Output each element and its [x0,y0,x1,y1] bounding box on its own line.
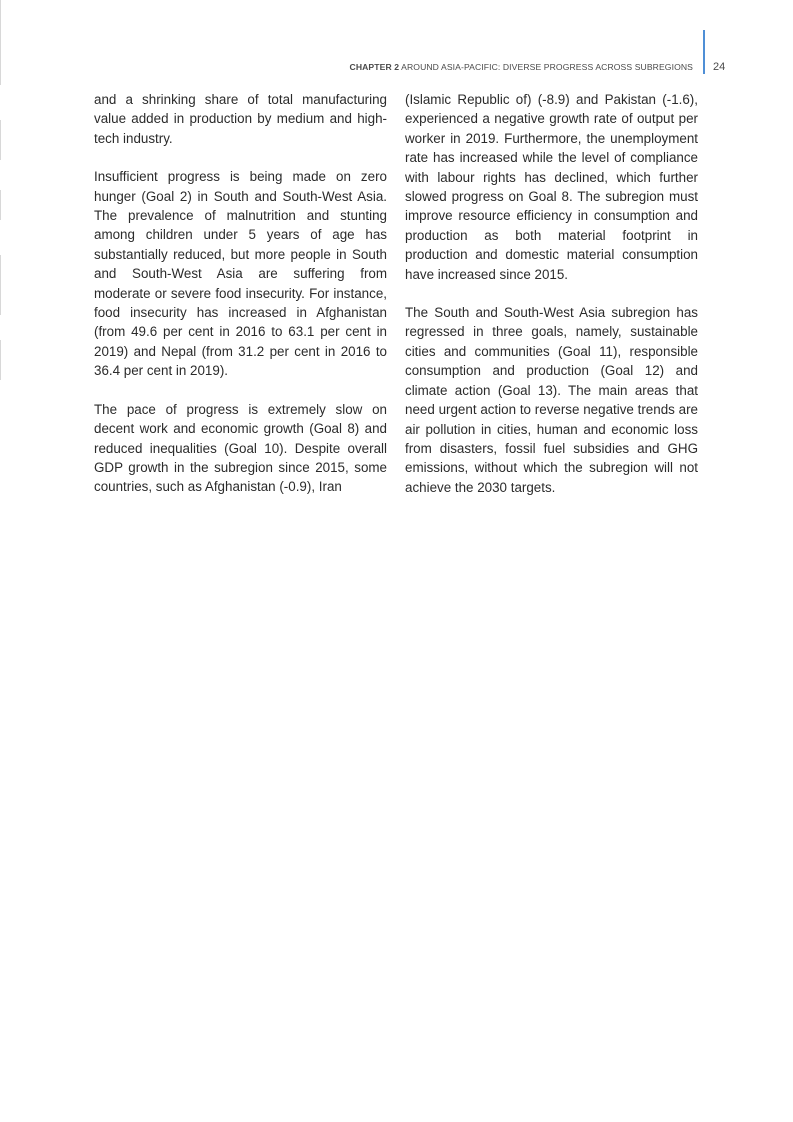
left-text-column [94,90,387,497]
chapter-title: AROUND ASIA-PACIFIC: DIVERSE PROGRESS ACROSS SUBREGIONS [401,62,693,72]
chapter-label: CHAPTER 2 [349,62,400,72]
body-paragraph: The South and South-West Asia subregion has regressed in three goals, namely, sustainable cities and communities (Goal 11), responsible consumption and production (Goal 12) and climate action (Goal 13). The main areas that need urgent action to reverse negative trends are air pollution in cities, human and economic loss from disasters, fossil fuel subsidies and GHG emissions, without which the subregion will not achieve the 2030 targets. [405,305,698,495]
body-paragraph: and a shrinking share of total manufacturing value added in production by medium and high-tech industry. [94,92,387,146]
body-paragraph: The pace of progress is extremely slow on decent work and economic growth (Goal 8) and reduced inequalities (Goal 10). Despite overall GDP growth in the subregion since 2015, some countries, such as Afghanistan (-0.9), Iran [94,401,387,495]
running-header [350,62,693,72]
page-edge-marks [0,0,2,1122]
page-number: 24 [713,61,726,73]
body-paragraph: Insufficient progress is being made on zero hunger (Goal 2) in South and South-West Asia. The prevalence of malnutrition and stunting among children under 5 years of age has substantially reduced, but more people in South and South-West Asia are suffering from moderate or severe food insecurity. For instance, food insecurity has increased in Afghanistan (from 49.6 per cent in 2016 to 63.1 per cent in 2019) and Nepal (from 31.2 per cent in 2016 to 36.4 per cent in 2019). [94,169,387,379]
right-text-column [405,90,698,497]
body-paragraph: (Islamic Republic of) (-8.9) and Pakistan (-1.6), experienced a negative growth rate of output per worker in 2019. Furthermore, the unemployment rate has increased while the level of compliance with labour rights has declined, which further slowed progress on Goal 8. The subregion must improve resource efficiency in consumption and production as both material footprint in production and domestic material consumption have increased since 2015. [405,92,698,282]
header-accent-rule [703,30,705,74]
